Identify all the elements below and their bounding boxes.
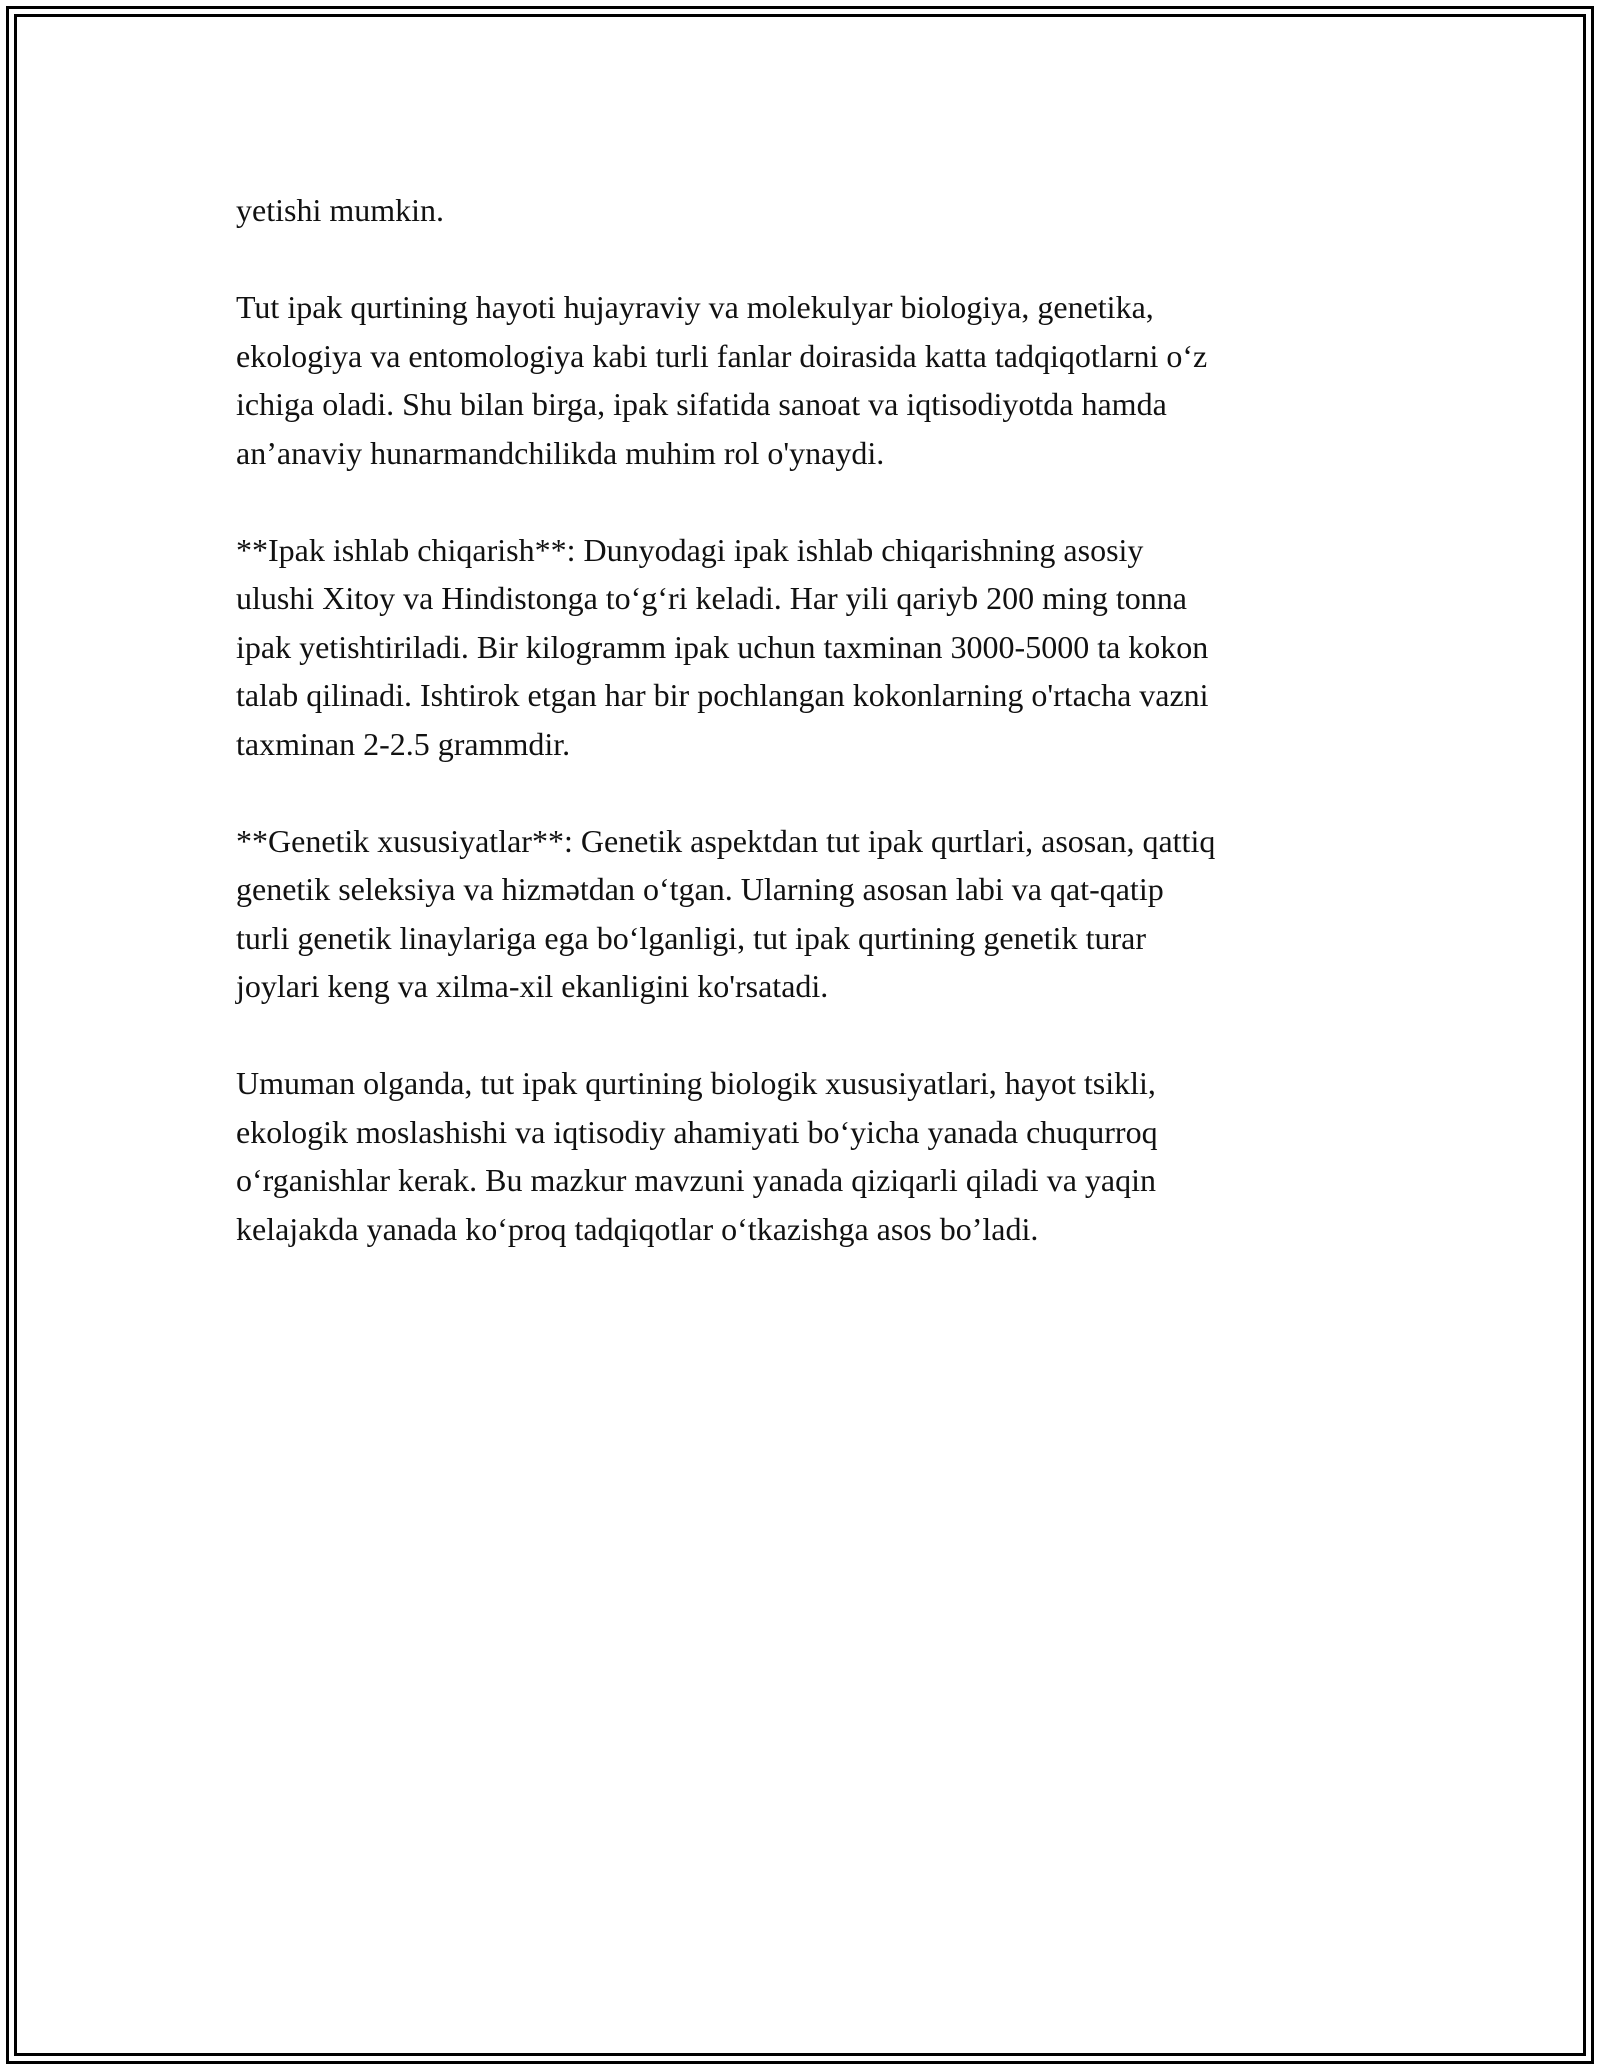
paragraph-silk-production: **Ipak ishlab chiqarish**: Dunyodagi ipak ishlab chiqarishning asosiy ulushi Xitoy va Hindistonga to‘g‘ri keladi. Har yili qariyb 200 ming tonna ipak yetishtiriladi. Bir kilogramm ipak uchun taxminan 3000-5000 ta kokon talab qilinadi. Ishtirok etgan har bir pochlangan kokonlarning o'rtacha vazni taxminan 2-2.5 grammdir. — [236, 531, 1209, 762]
paragraph-conclusion: Umuman olganda, tut ipak qurtining biologik xususiyatlari, hayot tsikli, ekologik moslashishi va iqtisodiy ahamiyati bo‘yicha yanada chuqurroq o‘rganishlar kerak. Bu mazkur mavzuni yanada qiziqarli qiladi va yaqin kelajakda yanada ko‘proq tadqiqotlar o‘tkazishga asos bo’ladi. — [236, 1065, 1158, 1247]
paragraph-continuation: yetishi mumkin. — [236, 192, 444, 228]
document-body — [236, 186, 1376, 1302]
paragraph-silkworm-life: Tut ipak qurtining hayoti hujayraviy va molekulyar biologiya, genetika, ekologiya va entomologiya kabi turli fanlar doirasida katta tadqiqotlarni o‘z ichiga oladi. Shu bilan birga, ipak sifatida sanoat va iqtisodiyotda hamda an’anaviy hunarmandchilikda muhim rol o'ynaydi. — [236, 289, 1208, 471]
paragraph-genetic-features: **Genetik xususiyatlar**: Genetik aspektdan tut ipak qurtlari, asosan, qattiq genetik seleksiya va hizmətdan o‘tgan. Ularning asosan labi va qat-qatip turli genetik linaylariga ega bo‘lganligi, tut ipak qurtining genetik turar joylari keng va xilma-xil ekanligini ko'rsatadi. — [236, 822, 1216, 1004]
